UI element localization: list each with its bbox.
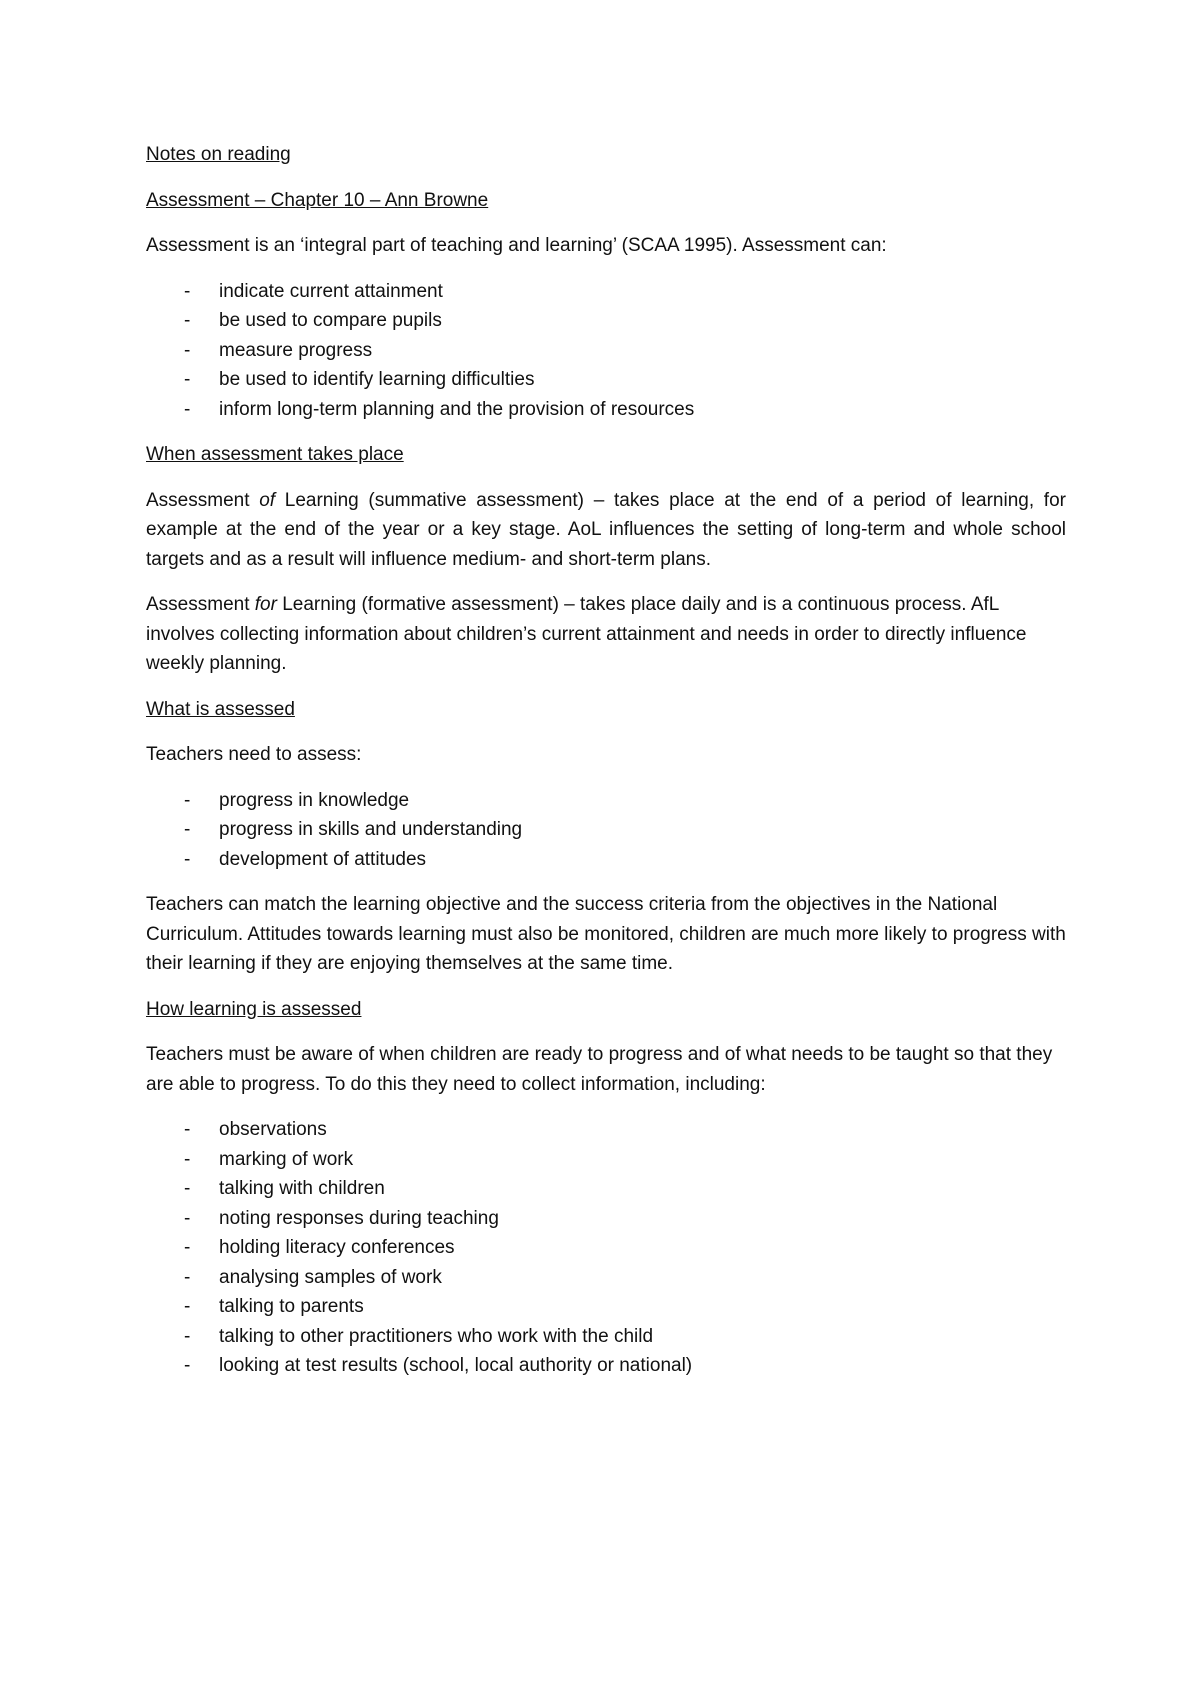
document-page bbox=[146, 140, 1066, 1397]
list-item: - noting responses during teaching bbox=[146, 1204, 1066, 1234]
list-item: - talking to parents bbox=[146, 1292, 1066, 1322]
list-item: - progress in knowledge bbox=[146, 786, 1066, 816]
list-item: - talking with children bbox=[146, 1174, 1066, 1204]
aol-emphasis: of bbox=[259, 489, 276, 511]
list-item: - talking to other practitioners who work with the child bbox=[146, 1322, 1066, 1352]
section-heading-how: How learning is assessed bbox=[146, 998, 362, 1020]
afl-emphasis: for bbox=[254, 594, 277, 615]
what-list bbox=[146, 786, 1066, 875]
document-title: Notes on reading bbox=[146, 144, 291, 165]
section-heading-what: What is assessed bbox=[146, 698, 295, 720]
list-item: - development of attitudes bbox=[146, 845, 1066, 875]
how-paragraph: Teachers must be aware of when children are ready to progress and of what needs to be taught so that they are able to progress. To do this they need to collect information, including: bbox=[146, 1044, 1053, 1095]
list-item: - observations bbox=[146, 1115, 1066, 1145]
aol-text-post: Learning (summative assessment) – takes place at the end of a period of learning, for example at the end of the year or a key stage. AoL influences the setting of long-term and whole school targets and as a result will influence medium- and short-term plans. bbox=[146, 489, 1066, 570]
list-item: - measure progress bbox=[146, 336, 1066, 366]
what-paragraph: Teachers can match the learning objective and the success criteria from the objectives in the National Curriculum. Attitudes towards learning must also be monitored, children are much more likely to progress with their learning if they are enjoying themselves at the same time. bbox=[146, 894, 1066, 974]
afl-text-post: Learning (formative assessment) – takes place daily and is a continuous process. AfL involves collecting information about children’s current attainment and needs in order to directly influence weekly planning. bbox=[146, 594, 1027, 674]
aol-text-pre: Assessment bbox=[146, 489, 260, 511]
list-item: - be used to compare pupils bbox=[146, 306, 1066, 336]
what-lead: Teachers need to assess: bbox=[146, 744, 362, 765]
list-item: - looking at test results (school, local authority or national) bbox=[146, 1351, 1066, 1381]
how-list bbox=[146, 1115, 1066, 1381]
list-item: - analysing samples of work bbox=[146, 1263, 1066, 1293]
list-item: - marking of work bbox=[146, 1145, 1066, 1175]
aol-paragraph bbox=[146, 486, 1066, 575]
list-item: - progress in skills and understanding bbox=[146, 815, 1066, 845]
section-heading-when: When assessment takes place bbox=[146, 444, 404, 465]
list-item: - holding literacy conferences bbox=[146, 1233, 1066, 1263]
list-item: - indicate current attainment bbox=[146, 277, 1066, 307]
intro-paragraph: Assessment is an ‘integral part of teaching and learning’ (SCAA 1995). Assessment can: bbox=[146, 235, 887, 256]
afl-paragraph bbox=[146, 590, 1066, 679]
list-item: - inform long-term planning and the provision of resources bbox=[146, 395, 1066, 425]
document-subtitle: Assessment – Chapter 10 – Ann Browne bbox=[146, 189, 489, 211]
list-item: - be used to identify learning difficulties bbox=[146, 365, 1066, 395]
afl-text-pre: Assessment bbox=[146, 594, 255, 615]
intro-list bbox=[146, 277, 1066, 425]
